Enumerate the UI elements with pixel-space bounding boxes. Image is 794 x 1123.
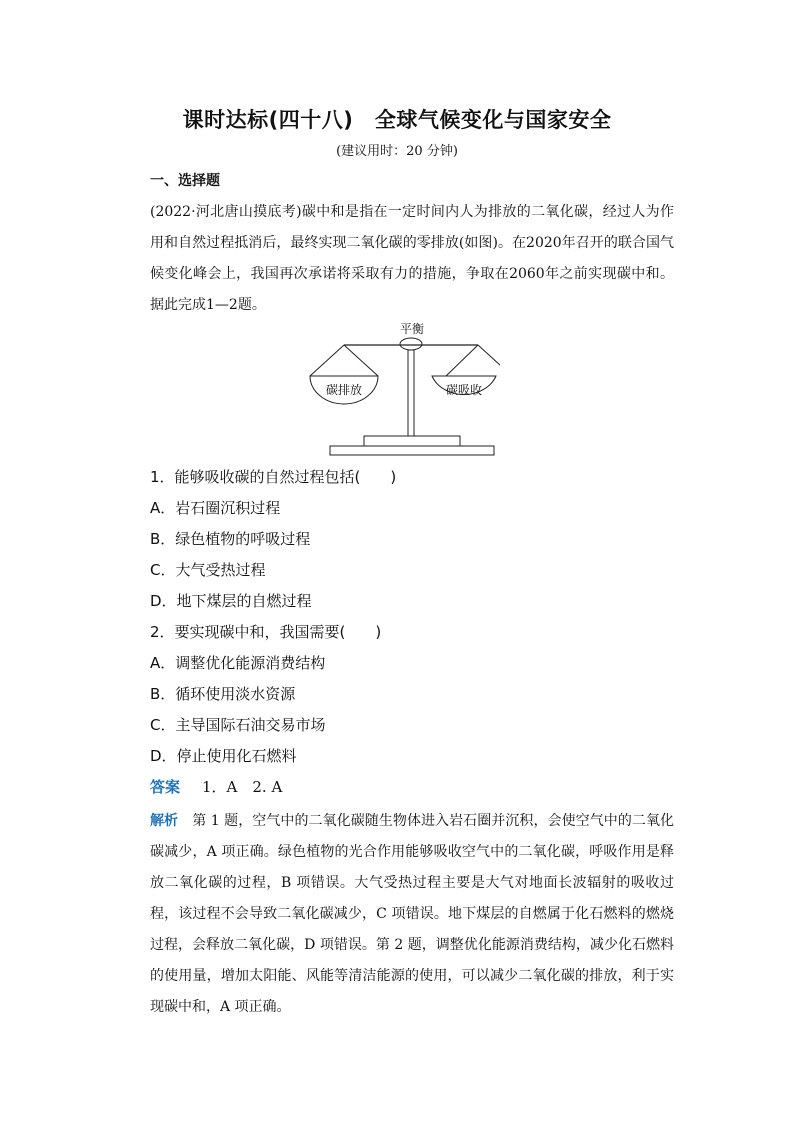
- balance-pivot: [400, 338, 422, 350]
- balance-pole: [408, 350, 414, 436]
- left-string-outer: [310, 345, 344, 376]
- question-2-option-a: A．调整优化能源消费结构: [150, 654, 326, 672]
- answer-text: 1．A 2. A: [202, 778, 283, 796]
- balance-figure: [300, 318, 500, 460]
- question-1-option-a: A．岩石圈沉积过程: [150, 499, 281, 517]
- left-string-inner: [344, 345, 378, 376]
- balance-base-lower: [330, 446, 494, 455]
- question-1-option-b: B．绿色植物的呼吸过程: [150, 530, 311, 548]
- time-suggestion: (建议用时：20 分钟): [336, 144, 458, 159]
- balance-label: 平衡: [399, 322, 425, 336]
- balance-base-upper: [364, 436, 460, 446]
- page-title: 课时达标(四十八) 全球气候变化与国家安全: [182, 108, 612, 132]
- analysis-text: 第 1 题，空气中的二氧化碳随生物体进入岩石圈并沉积，会使空气中的二氧化碳减少，A 项正确。绿色植物的光合作用能够吸收空气中的二氧化碳，呼吸作用是释放二氧化碳的过程，B 项错误。大气受热过程主要是大气对地面长波辐射的吸收过程，该过程不会导致二氧化碳减少，C 项错误。地下煤层的自燃属于化石燃料的燃烧过程，会释放二氧化碳，D 项错误。第 2 题，调整优化能源消费结构，减少化石燃料的使用量，增加太阳能、风能等清洁能源的使用，可以减少二氧化碳的排放，利于实现碳中和，A 项正确。: [150, 813, 675, 1015]
- answer-row: [150, 776, 282, 797]
- right-pan-label: 碳吸收: [445, 383, 483, 397]
- intro-paragraph: (2022·河北唐山摸底考)碳中和是指在一定时间内人为排放的二氧化碳，经过人为作用和自然过程抵消后，最终实现二氧化碳的零排放(如图)。在2020年召开的联合国气候变化峰会上，我国再次承诺将采取有力的措施，争取在2060年之前实现碳中和。据此完成1—2题。: [150, 204, 674, 313]
- section-title: 一、选择题: [150, 173, 220, 189]
- question-2-option-c: C．主导国际石油交易市场: [150, 716, 326, 734]
- analysis-label: 解析: [150, 813, 179, 829]
- question-2-stem: 2．要实现碳中和，我国需要( ): [150, 623, 382, 641]
- question-1-option-d: D．地下煤层的自燃过程: [150, 592, 312, 610]
- answer-label: 答案: [150, 778, 181, 796]
- question-1-option-c: C．大气受热过程: [150, 561, 266, 579]
- question-2-option-b: B．循环使用淡水资源: [150, 685, 296, 703]
- question-2-option-d: D．停止使用化石燃料: [150, 747, 297, 765]
- analysis-paragraph: [150, 806, 674, 1023]
- right-string-inner: [446, 345, 478, 376]
- question-1-stem: 1．能够吸收碳的自然过程包括( ): [150, 468, 397, 486]
- right-string-outer: [478, 345, 500, 376]
- left-pan-label: 碳排放: [325, 383, 363, 397]
